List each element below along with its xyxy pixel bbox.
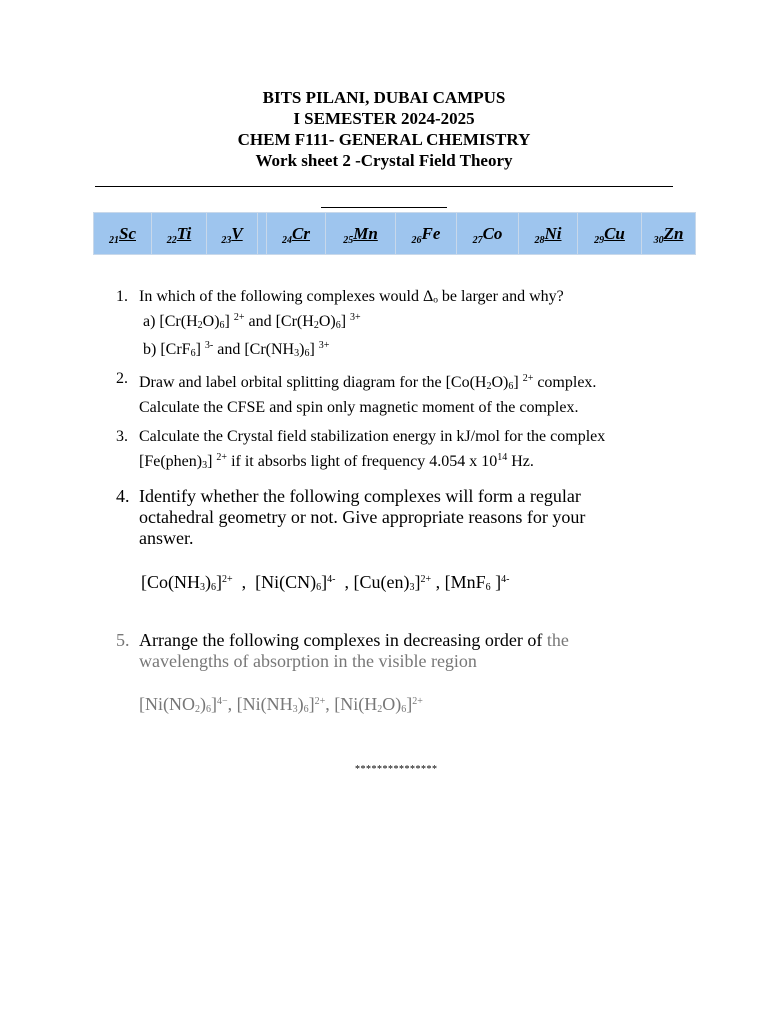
worksheet-header [0,87,768,171]
question-text [139,486,585,598]
footer-stars: *************** [355,764,438,775]
transition-metals-table [93,212,696,255]
complexes-list: $[Co(NH_3)_6]^{2+}$ , $[Ni(CN)_6]^{4-}$ , $[Cu(en)_3]^{2+}$ , [MnF$_6$ ]$^{4-}$ [141,572,510,593]
atomic-number: 28 [534,234,545,246]
element-cell [642,213,696,255]
option-a: a) $[Cr(H_2O)_6]$ $^{2+}$ and $[Cr(H_2O)_6]$ $^{3+}$ [143,311,361,331]
element-symbol: Mn [353,223,378,243]
element-symbol: Fe [421,223,441,243]
question-line: octahedral geometry or not. Give appropriate reasons for your [139,507,586,527]
divider-line [95,186,673,187]
atomic-number: 24 [282,234,293,246]
element-cell [207,213,258,255]
element-cell [94,213,152,255]
question-line: Identify whether the following complexes will form a regular [139,486,581,506]
complexes-list: $[Ni(NO_2)_6]^{4-}$, $[Ni(NH_3)_6]^{2+}$, $[Ni(H_2O)_6]^{2+}$ [139,694,423,715]
element-cell [326,213,396,255]
question-line: Calculate the Crystal field stabilization energy in kJ/mol for the complex [139,428,606,445]
spacer-cell [258,213,267,255]
question-number: 1. [116,288,128,305]
question-line: Draw and label orbital splitting diagram for the $[Co(H_2O)_6]$ $^{2+}$ complex. [139,373,597,392]
course-title: CHEM F111- GENERAL CHEMISTRY [237,130,531,149]
question-prompt: In which of the following complexes would Δₒ be larger and why? [139,288,564,305]
atomic-number: 30 [653,234,664,246]
atomic-number: 29 [594,234,605,246]
question-text [139,427,605,476]
atomic-number: 27 [472,234,483,246]
element-cell [396,213,457,255]
element-cell [519,213,578,255]
element-symbol: Cr [292,223,310,243]
atomic-number: 23 [221,234,232,246]
atomic-number: 21 [109,234,119,246]
element-symbol: Zn [663,223,684,243]
question-line: Arrange the following complexes in decreasing order of the [139,630,569,650]
element-symbol: Sc [119,223,136,243]
element-symbol: Ni [544,223,562,243]
question-text [139,369,596,418]
element-symbol: Co [482,223,503,243]
question-line: wavelengths of absorption in the visible region [139,651,477,671]
worksheet-title: Work sheet 2 -Crystal Field Theory [255,151,513,170]
question-number: 3. [116,428,128,445]
question-text [139,287,564,365]
question-number: 5. [116,630,130,650]
atomic-number: 26 [411,234,422,246]
semester-title: I SEMESTER 2024-2025 [293,109,475,128]
question-line: answer. [139,528,194,548]
element-symbol: V [231,223,243,243]
option-b: b) [CrF$_6$] $^{3-}$ and $[Cr(NH_3)_6]$ $^{3+}$ [143,340,330,359]
element-symbol: Cu [604,223,625,243]
atomic-number: 25 [343,234,354,246]
institution-title: BITS PILANI, DUBAI CAMPUS [262,88,506,107]
divider-line-short [321,207,447,208]
atomic-number: 22 [166,234,177,246]
question-line: Calculate the CFSE and spin only magnetic moment of the complex. [139,398,579,416]
element-cell [152,213,207,255]
question-number: 4. [116,486,130,506]
element-cell [457,213,519,255]
element-symbol: Ti [176,223,192,243]
question-text [139,630,569,720]
element-cell [578,213,642,255]
question-line: $[Fe(phen)_3]$ $^{2+}$ if it absorbs light of frequency 4.054 x $10^{14}$ Hz. [139,451,534,471]
element-cell [267,213,326,255]
question-number: 2. [116,370,128,387]
